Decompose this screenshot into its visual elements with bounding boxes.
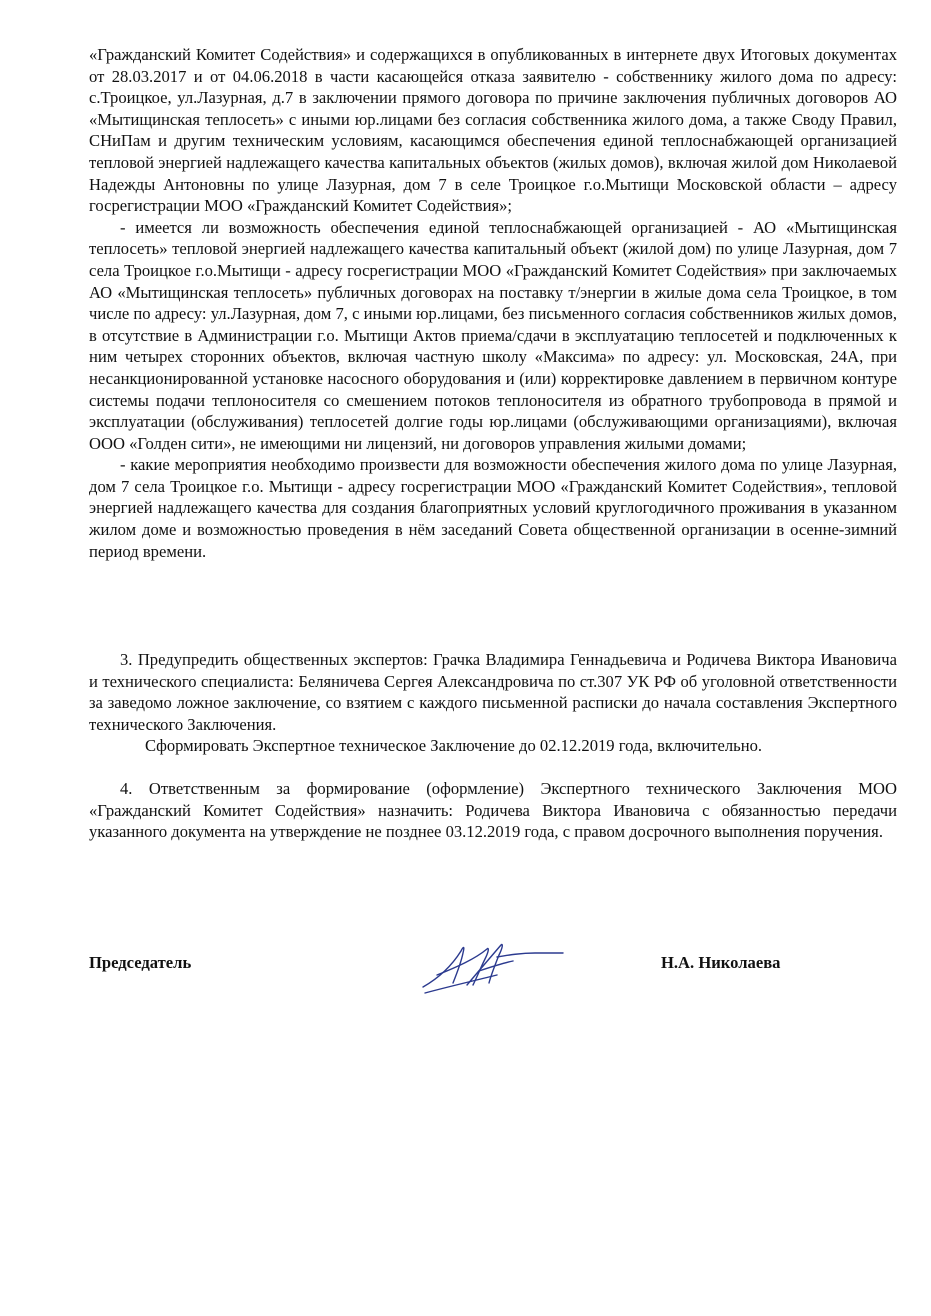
item-3-section (89, 649, 897, 757)
paragraph-continuation: «Гражданский Комитет Содействия» и содержащихся в опубликованных в интернете двух Итоговых документах от 28.03.2017 и от 04.06.2018 в части касающейся отказа заявителю - собственнику жилого дома по адресу: с.Троицкое, ул.Лазурная, д.7 в заключении прямого договора по причине заключения публичных договоров АО «Мытищинская теплосеть» с иными юр.лицами без согласия собственника жилого дома, а также Своду Правил, СНиПам и другим техническим условиям, касающимся обеспечения единой теплоснабжающей организацией тепловой энергией надлежащего качества капитальных объектов (жилых домов), включая жилой дом Николаевой Надежды Антоновны по улице Лазурная, дом 7 в селе Троицкое г.о.Мытищи Московской области – адресу госрегистрации МОО «Гражданский Комитет Содействия»; (89, 45, 897, 216)
paragraph-deadline: Сформировать Экспертное техническое Заключение до 02.12.2019 года, включительно. (145, 736, 763, 756)
paragraph-item-4: 4. Ответственным за формирование (оформление) Экспертного технического Заключения МОО «Гражданский Комитет Содействия» назначить: Родичева Виктора Ивановича с обязанностью передачи указанного документа на утверждение не позднее 03.12.2019 года, с правом досрочного выполнения поручения. (89, 779, 897, 842)
paragraph-item-3: 3. Предупредить общественных экспертов: Грачка Владимира Геннадьевича и Родичева Виктора Ивановича и технического специалиста: Беляничева Сергея Александровича по ст.307 УК РФ об уголовной ответственности за заведомо ложное заключение, со взятием с каждого письменной расписки до начала составления Экспертного технического Заключения. (89, 650, 897, 734)
document-body-top (89, 44, 897, 562)
signature-block (89, 951, 897, 1001)
signer-name: Н.А. Николаева (661, 953, 781, 972)
item-4-section (89, 778, 897, 843)
paragraph-question-1: - имеется ли возможность обеспечения единой теплоснабжающей организацией - АО «Мытищинская теплосеть» тепловой энергией надлежащего качества капитальный объект (жилой дом) по улице Лазурная, дом 7 села Троицкое г.о.Мытищи - адресу госрегистрации МОО «Гражданский Комитет Содействия» при заключаемых АО «Мытищинская теплосеть» публичных договорах на поставку т/энергии в жилые дома села Троицкое, в том числе по адресу: ул.Лазурная, дом 7, с иными юр.лицами, без письменного согласия собственников жилых домов, в отсутствие в Администрации г.о. Мытищи Актов приема/сдачи в эксплуатацию теплосетей и подключенных к ним четырех сторонних объектов, включая частную школу «Максима» по адресу: ул. Московская, 24А, при несанкционированной установке насосного оборудования и (или) корректировке давлением в первичном контуре системы подачи теплоносителя со смешением потоков теплоносителя из обратного трубопровода в прямой и эксплуатации (обслуживания) теплосетей долгие годы юр.лицами (обслуживающими организациями), включая ООО «Голден сити», не имеющими ни лицензий, ни договоров управления жилыми домами; (89, 217, 897, 453)
handwritten-signature (417, 937, 567, 995)
paragraph-question-2: - какие мероприятия необходимо произвести для возможности обеспечения жилого дома по улице Лазурная, дом 7 села Троицкое г.о. Мытищи - адресу госрегистрации МОО «Гражданский Комитет Содействия», тепловой энергией надлежащего качества для создания благоприятных условий круглогодичного проживания в указанном жилом доме и возможностью проведения в нём заседаний Совета общественной организации в осенне-зимний период времени. (89, 455, 897, 561)
signer-title: Председатель (89, 953, 192, 972)
